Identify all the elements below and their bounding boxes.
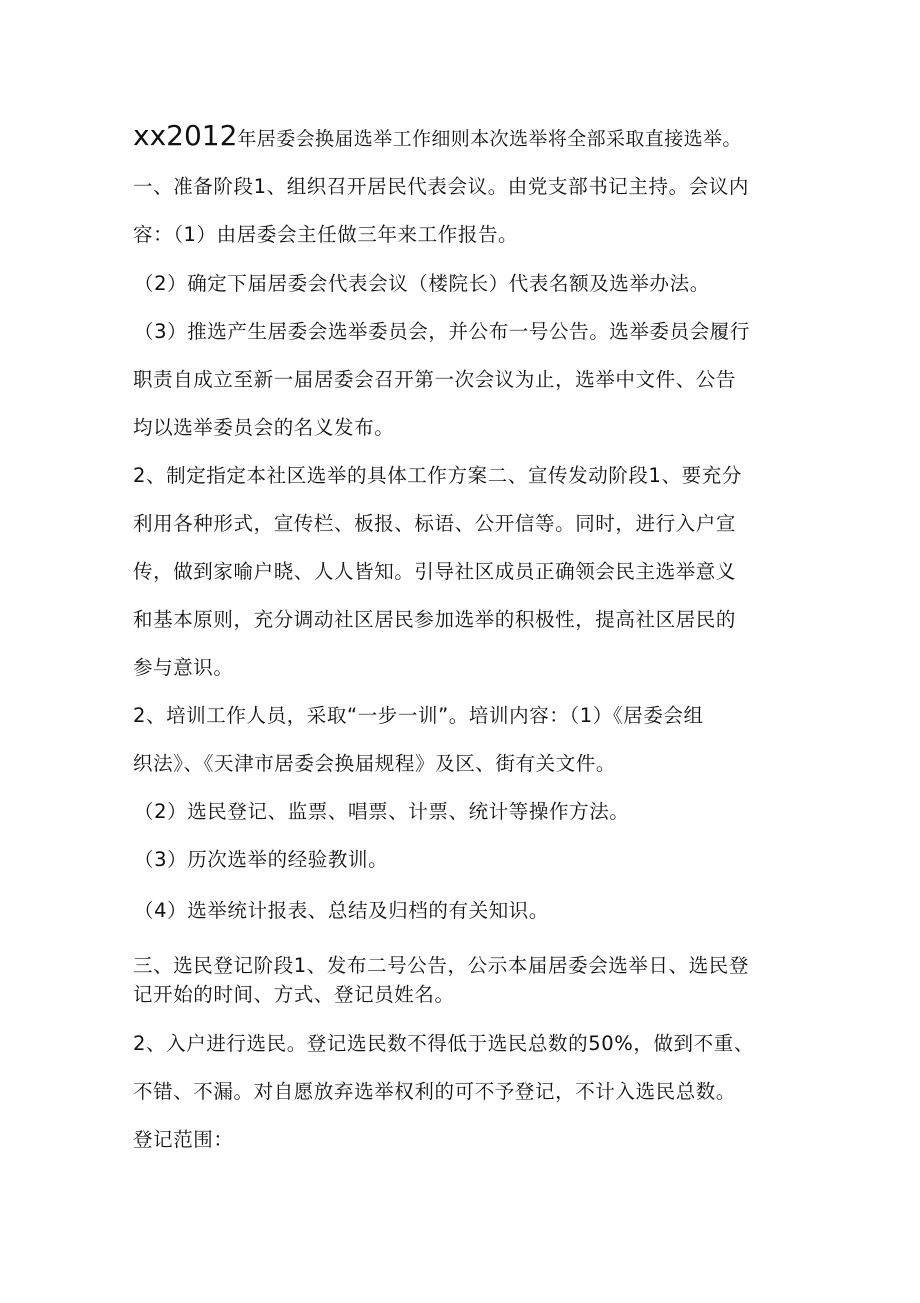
paragraph-line: 记开始的时间、方式、登记员姓名。 [133,983,455,1006]
paragraph-line: （2）确定下届居委会代表会议（楼院长）代表名额及选举办法。 [134,272,710,295]
paragraph-line: （3）推选产生居委会选举委员会，并公布一号公告。选举委员会履行 [134,320,751,343]
paragraph-line: 容：（1）由居委会主任做三年来工作报告。 [133,223,519,246]
paragraph-line: 2、入户进行选民。登记选民数不得低于选民总数的50%，做到不重、 [133,1032,754,1055]
paragraph-line: （2）选民登记、监票、唱票、计票、统计等操作方法。 [134,800,630,823]
paragraph-line: 三、选民登记阶段1、发布二号公告，公示本届居委会选举日、选民登 [133,954,750,977]
title-text: 年居委会换届选举工作细则本次选举将全部采取直接选举。 [237,128,742,150]
paragraph-line: （3）历次选举的经验教训。 [134,848,389,871]
paragraph-line: 传，做到家喻户晓、人人皆知。引导社区成员正确领会民主选举意义 [133,560,737,583]
paragraph-line: （4）选举统计报表、总结及归档的有关知识。 [134,899,550,922]
paragraph-line: 参与意识。 [133,656,234,679]
title-prefix: xx2012 [133,119,238,152]
paragraph-line: 职责自成立至新一届居委会召开第一次会议为止，选举中文件、公告 [133,368,737,391]
paragraph-line: 2、制定指定本社区选举的具体工作方案二、宣传发动阶段1、要充分 [133,464,742,487]
paragraph-line: 利用各种形式，宣传栏、板报、标语、公开信等。同时，进行入户宣 [133,512,737,535]
paragraph-line: 和基本原则，充分调动社区居民参加选举的积极性，提高社区居民的 [133,608,737,631]
document-title-line [133,119,742,152]
paragraph-line: 2、培训工作人员，采取“一步一训”。培训内容：（1）《居委会组 [133,704,704,727]
paragraph-line: 织法》、《天津市居委会换届规程》及区、街有关文件。 [133,752,617,775]
paragraph-line: 登记范围： [133,1128,234,1151]
paragraph-line: 均以选举委员会的名义发布。 [133,416,395,439]
paragraph-line: 一、准备阶段1、组织召开居民代表会议。由党支部书记主持。会议内 [133,175,750,198]
paragraph-line: 不错、不漏。对自愿放弃选举权利的可不予登记，不计入选民总数。 [133,1080,737,1103]
